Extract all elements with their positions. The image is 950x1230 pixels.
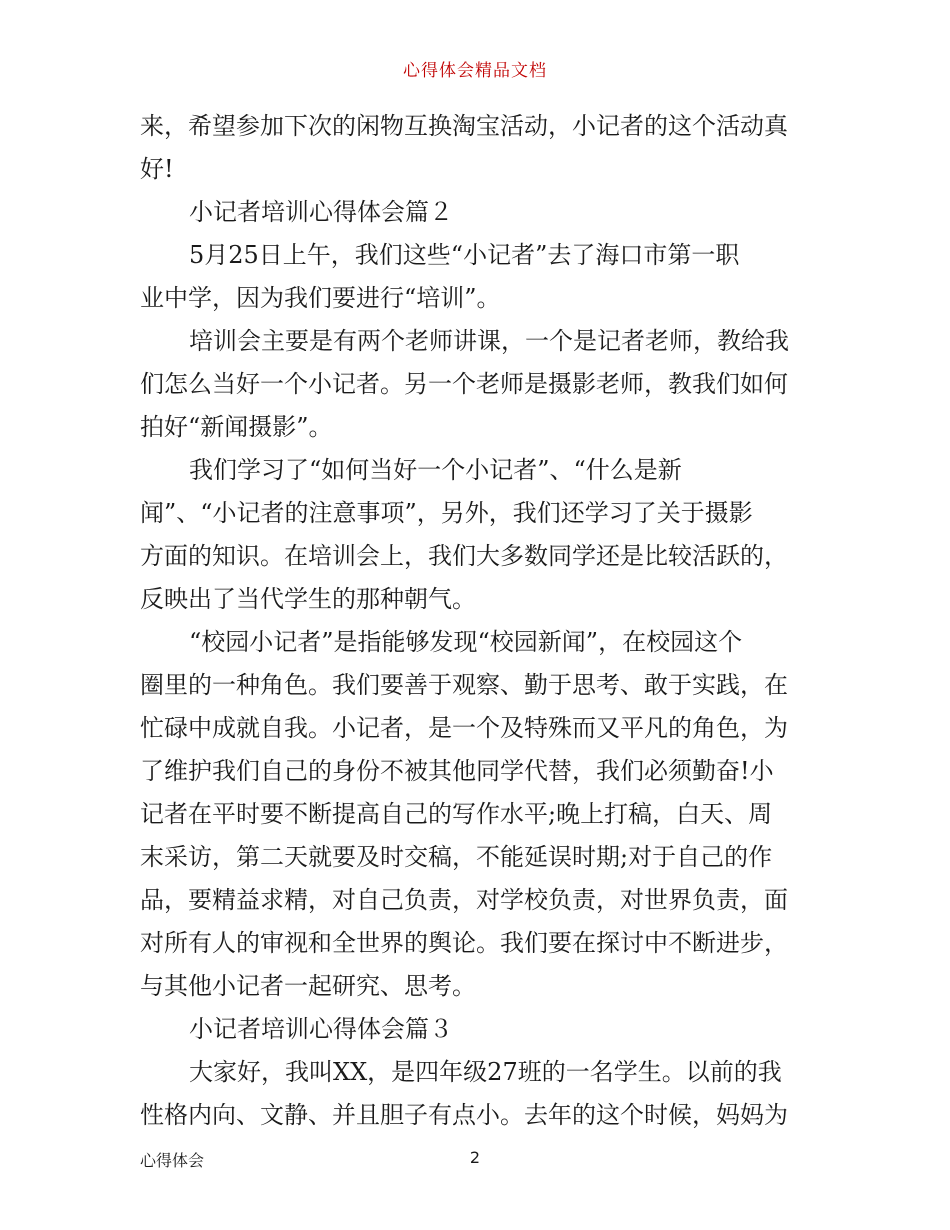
text-line: 方面的知识。在培训会上，我们大多数同学还是比较活跃的，	[140, 542, 788, 570]
text-line: 末采访，第二天就要及时交稿，不能延误时期;对于自己的作	[140, 843, 773, 871]
document-body	[140, 105, 812, 1137]
text-line: 小记者培训心得体会篇３	[189, 1015, 453, 1043]
text-line: 们怎么当好一个小记者。另一个老师是摄影老师，教我们如何	[140, 370, 788, 398]
text-line: 记者在平时要不断提高自己的写作水平;晚上打稿，白天、周	[140, 800, 773, 828]
text-line: 我们学习了“如何当好一个小记者”、“什么是新	[189, 456, 682, 484]
text-line: 圈里的一种角色。我们要善于观察、勤于思考、敢于实践，在	[140, 671, 788, 699]
text-line: 业中学，因为我们要进行“培训”。	[140, 284, 501, 312]
text-line: 来，希望参加下次的闲物互换淘宝活动，小记者的这个活动真	[140, 112, 788, 140]
text-line: 反映出了当代学生的那种朝气。	[140, 585, 476, 613]
text-line: 对所有人的审视和全世界的舆论。我们要在探讨中不断进步，	[140, 929, 788, 957]
page-number: 2	[469, 1148, 481, 1167]
text-line: 小记者培训心得体会篇２	[189, 198, 453, 226]
text-line: 与其他小记者一起研究、思考。	[140, 972, 476, 1000]
text-line: 闻”、“小记者的注意事项”，另外，我们还学习了关于摄影	[140, 499, 753, 527]
text-line: 拍好“新闻摄影”。	[140, 413, 333, 441]
text-line: 性格内向、文静、并且胆子有点小。去年的这个时候，妈妈为	[140, 1101, 788, 1129]
text-line: 5月25日上午，我们这些“小记者”去了海口市第一职	[189, 241, 740, 269]
document-header-title: 心得体会精品文档	[403, 61, 547, 81]
footer-label: 心得体会	[140, 1151, 205, 1170]
text-line: 好!	[140, 155, 174, 183]
text-line: “校园小记者”是指能够发现“校园新闻”，在校园这个	[189, 628, 743, 656]
text-line: 忙碌中成就自我。小记者，是一个及特殊而又平凡的角色，为	[140, 714, 788, 742]
text-line: 了维护我们自己的身份不被其他同学代替，我们必须勤奋!小	[140, 757, 774, 785]
text-line: 培训会主要是有两个老师讲课，一个是记者老师，教给我	[189, 327, 789, 355]
text-line: 大家好，我叫XX，是四年级27班的一名学生。以前的我	[189, 1058, 782, 1086]
text-line: 品，要精益求精，对自己负责，对学校负责，对世界负责，面	[140, 886, 788, 914]
